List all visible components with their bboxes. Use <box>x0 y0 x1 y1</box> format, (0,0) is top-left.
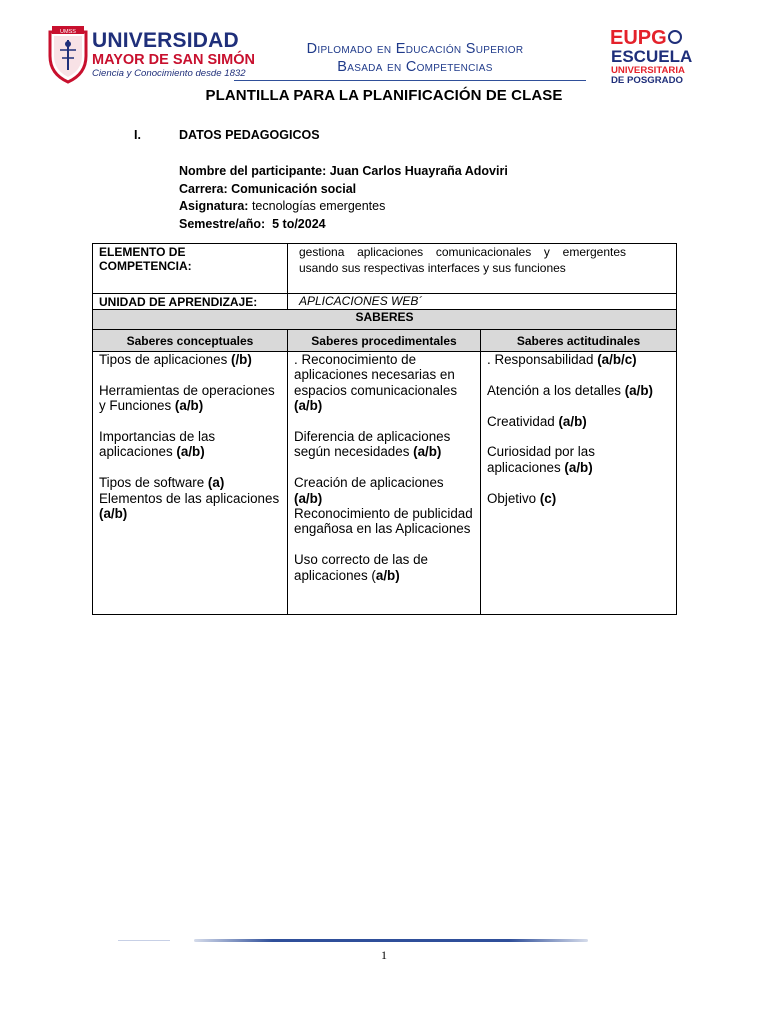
spacer <box>487 367 670 382</box>
program-line-1: Diplomado en Educación Superior <box>306 41 524 57</box>
saber-item <box>294 475 474 506</box>
career-row <box>179 181 508 199</box>
saber-item <box>487 352 670 367</box>
unit-row <box>93 294 677 310</box>
spacer <box>294 460 474 475</box>
footer-divider <box>194 939 588 942</box>
semester-label: Semestre/año: <box>179 216 266 231</box>
spacer <box>99 367 281 382</box>
school-logo <box>604 28 694 84</box>
saber-level-code: (a/b) <box>294 490 323 506</box>
footer-accent-line <box>118 940 170 941</box>
saber-item <box>99 429 281 460</box>
section-title: DATOS PEDAGOGICOS <box>179 128 320 142</box>
semester-row <box>179 216 508 234</box>
spacer <box>294 537 474 552</box>
saber-level-code: (a/b) <box>176 444 205 460</box>
column-header-conceptual: Saberes conceptuales <box>93 330 288 352</box>
program-line-2: Basada en Competencias <box>337 59 493 75</box>
university-logo <box>48 26 256 86</box>
saber-level-code: (a/b) <box>558 413 587 429</box>
saberes-header-row <box>93 310 677 330</box>
subject-value: tecnologías emergentes <box>251 199 386 213</box>
saber-level-code: a/b) <box>375 567 400 583</box>
saber-text: . Reconocimiento de aplicaciones necesarias en espacios comunicacionales <box>294 352 458 398</box>
subject-label: Asignatura: <box>179 199 249 213</box>
school-line-1: ESCUELA <box>611 47 693 66</box>
university-subname: MAYOR DE SAN SIMÓN <box>92 52 256 68</box>
saber-level-code: (a/b) <box>294 398 323 414</box>
competence-row <box>93 244 677 294</box>
saber-text: Reconocimiento de publicidad engañosa en las Aplicaciones <box>294 506 473 537</box>
saber-level-code: (a/b/c) <box>597 352 637 367</box>
section-number: I. <box>134 128 141 142</box>
planning-table <box>92 243 677 615</box>
university-name: UNIVERSIDAD <box>92 29 239 52</box>
header-divider <box>234 80 586 81</box>
saber-item <box>487 383 670 398</box>
page-number: 1 <box>381 948 387 962</box>
saber-item <box>99 383 281 414</box>
saber-level-code: (a/b) <box>413 444 442 460</box>
saber-item <box>294 552 474 583</box>
saber-text: Creatividad <box>487 413 559 429</box>
saber-text: Uso correcto de las de aplicaciones ( <box>294 552 428 583</box>
shield-text: UMSS <box>60 29 76 35</box>
subject-row <box>179 198 508 216</box>
participant-row <box>179 163 508 181</box>
column-header-attitudinal: Saberes actitudinales <box>481 330 677 352</box>
attitudinal-cell <box>481 352 677 615</box>
school-acronym: EUPG <box>610 27 667 49</box>
school-line-2: UNIVERSITARIA <box>611 65 685 76</box>
saber-item <box>99 475 281 490</box>
saber-text: Creación de aplicaciones <box>294 475 444 491</box>
saber-item <box>487 491 670 506</box>
saber-text: . Responsabilidad <box>487 352 598 367</box>
school-line-3: DE POSGRADO <box>611 75 683 86</box>
column-header-procedural: Saberes procedimentales <box>288 330 481 352</box>
saber-level-code: (a/b) <box>624 382 653 398</box>
saber-text: Elementos de las aplicaciones <box>99 490 280 506</box>
unit-value: APLICACIONES WEB´ <box>288 294 677 310</box>
saber-item <box>487 444 670 475</box>
saberes-content-row <box>93 352 677 615</box>
saberes-header: SABERES <box>93 310 677 330</box>
saber-level-code: (a/b) <box>174 398 204 414</box>
saber-text: Herramientas de operaciones y Funciones <box>99 382 275 414</box>
saber-item <box>99 352 281 367</box>
saber-level-code: (a) <box>207 475 225 491</box>
career-label: Carrera: <box>179 181 228 196</box>
saber-text: Curiosidad por las aplicaciones <box>487 444 595 475</box>
participant-label: Nombre del participante: <box>179 164 327 178</box>
university-motto: Ciencia y Conocimiento desde 1832 <box>92 68 246 79</box>
spacer <box>487 398 670 413</box>
saber-level-code: (a/b) <box>564 459 593 475</box>
competence-label: ELEMENTO DE COMPETENCIA: <box>93 244 288 294</box>
document-title: PLANTILLA PARA LA PLANIFICACIÓN DE CLASE <box>205 87 563 104</box>
saber-item <box>294 429 474 460</box>
saber-level-code: (a/b) <box>99 506 128 522</box>
saber-item <box>99 491 281 522</box>
procedural-cell <box>288 352 481 615</box>
competence-value: gestiona aplicaciones comunicacionales y emergentes usando sus respectivas interfaces y sus funciones <box>288 244 677 294</box>
saber-item <box>294 506 474 537</box>
spacer <box>294 414 474 429</box>
saber-text: Importancias de las aplicaciones <box>99 429 216 460</box>
saber-text: Diferencia de aplicaciones según necesidades <box>294 429 451 460</box>
unit-label: UNIDAD DE APRENDIZAJE: <box>93 294 288 310</box>
columns-header-row <box>93 330 677 352</box>
saber-item <box>294 352 474 414</box>
career-value: Comunicación social <box>231 181 357 196</box>
umss-shield-icon <box>48 26 88 84</box>
conceptual-cell <box>93 352 288 615</box>
eupg-logo-icon <box>668 30 682 44</box>
saber-level-code: (c) <box>539 490 557 506</box>
participant-value: Juan Carlos Huayraña Adoviri <box>329 164 508 178</box>
spacer <box>99 414 281 429</box>
saber-text: Tipos de aplicaciones <box>99 352 231 367</box>
saber-item <box>487 414 670 429</box>
saber-level-code: (/b) <box>231 352 252 367</box>
spacer <box>487 429 670 444</box>
pedagogical-data <box>179 163 508 233</box>
spacer <box>487 475 670 490</box>
saber-text: Tipos de software <box>99 475 208 491</box>
saber-text: Atención a los detalles <box>487 382 625 398</box>
saber-text: Objetivo <box>487 490 540 506</box>
program-title <box>240 40 590 76</box>
semester-value: 5 to/2024 <box>272 216 326 231</box>
spacer <box>99 460 281 475</box>
